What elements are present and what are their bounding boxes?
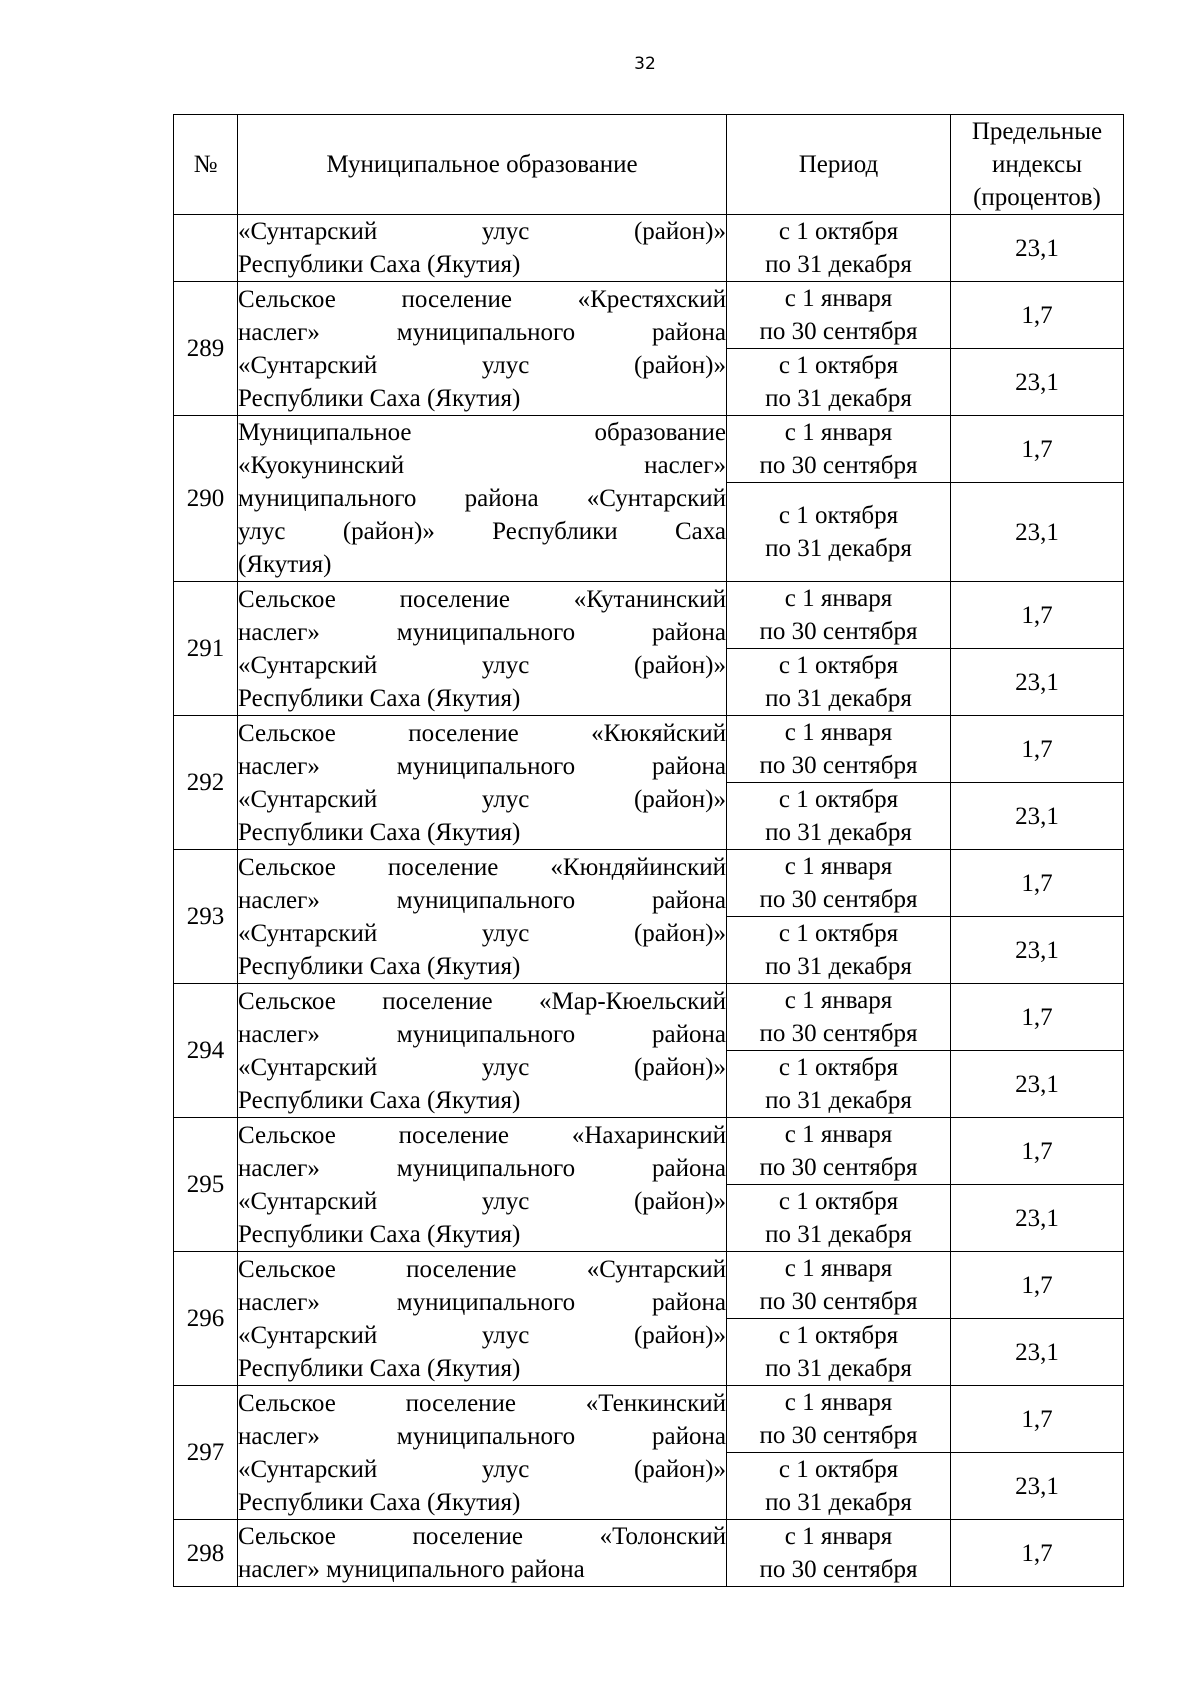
- period-to: по 30 сентября: [759, 318, 918, 345]
- municipality-name: [238, 215, 727, 282]
- period-to: по 30 сентября: [759, 886, 918, 913]
- period-to: по 30 сентября: [759, 618, 918, 645]
- municipality-name-line: Сельское поселение «Кюндяйинский: [238, 853, 726, 881]
- municipality-name-line: наслег» муниципального района: [238, 318, 726, 346]
- period-from: с 1 января: [784, 1121, 893, 1148]
- row-number: 294: [174, 984, 238, 1118]
- municipality-name-line: «Сунтарский улус (район)»: [238, 919, 726, 947]
- period-to: по 31 декабря: [765, 1489, 912, 1516]
- period-cell: [727, 1252, 951, 1319]
- period-from: с 1 января: [784, 853, 893, 880]
- index-value: 1,7: [951, 850, 1124, 917]
- table-row: [174, 582, 1124, 649]
- municipality-name-line: наслег» муниципального района: [238, 886, 726, 914]
- municipality-name-line: «Сунтарский улус (район)»: [238, 1187, 726, 1215]
- period-from: с 1 октября: [778, 786, 899, 813]
- header-period: Период: [727, 115, 951, 215]
- period-cell: [727, 649, 951, 716]
- period-cell: [727, 1520, 951, 1587]
- municipality-name-line: улус (район)» Республики Саха: [238, 518, 726, 545]
- period-from: с 1 января: [784, 987, 893, 1014]
- municipality-name-line: «Куокунинский наслег»: [238, 452, 726, 479]
- index-value: 1,7: [951, 1520, 1124, 1587]
- table-row: [174, 716, 1124, 783]
- period-from: с 1 января: [784, 719, 893, 746]
- municipality-name-line: Сельское поселение «Толонский: [238, 1523, 726, 1550]
- municipality-name-line: наслег» муниципального района: [238, 752, 726, 780]
- period-cell: [727, 850, 951, 917]
- index-value: 1,7: [951, 1386, 1124, 1453]
- row-number: 289: [174, 282, 238, 416]
- index-value: 1,7: [951, 984, 1124, 1051]
- municipality-name-line: «Сунтарский улус (район)»: [238, 351, 726, 379]
- row-number: 291: [174, 582, 238, 716]
- period-cell: [727, 716, 951, 783]
- period-to: по 31 декабря: [765, 953, 912, 980]
- table-row: [174, 215, 1124, 282]
- table-row: [174, 1118, 1124, 1185]
- municipality-name-line: Сельское поселение «Сунтарский: [238, 1255, 726, 1283]
- municipality-name-line: муниципального района «Сунтарский: [238, 485, 726, 512]
- period-from: с 1 октября: [778, 352, 899, 379]
- municipality-name-line: Республики Саха (Якутия): [238, 1220, 521, 1248]
- municipality-name-line: Сельское поселение «Кутанинский: [238, 585, 726, 613]
- period-cell: [727, 1453, 951, 1520]
- row-number: 292: [174, 716, 238, 850]
- municipality-name-line: наслег» муниципального района: [238, 1154, 726, 1182]
- index-value: 23,1: [951, 783, 1124, 850]
- period-to: по 31 декабря: [765, 685, 912, 712]
- municipality-name-line: Муниципальное образование: [238, 419, 726, 446]
- table-row: [174, 1386, 1124, 1453]
- municipality-name: [238, 416, 727, 582]
- municipality-name-line: Республики Саха (Якутия): [238, 1354, 521, 1382]
- municipality-name: [238, 582, 727, 716]
- period-cell: [727, 783, 951, 850]
- municipality-name-line: наслег» муниципального района: [238, 1020, 726, 1048]
- period-to: по 31 декабря: [765, 385, 912, 412]
- period-to: по 31 декабря: [765, 535, 912, 562]
- row-number: 290: [174, 416, 238, 582]
- period-to: по 30 сентября: [759, 752, 918, 779]
- period-to: по 31 декабря: [765, 1087, 912, 1114]
- index-value: 23,1: [951, 1185, 1124, 1252]
- period-cell: [727, 349, 951, 416]
- municipality-name-line: Республики Саха (Якутия): [238, 1488, 521, 1516]
- municipality-name-line: Республики Саха (Якутия): [238, 384, 521, 412]
- municipality-name-line: «Сунтарский улус (район)»: [238, 218, 726, 245]
- table-row: [174, 416, 1124, 483]
- period-cell: [727, 1185, 951, 1252]
- municipality-name-line: «Сунтарский улус (район)»: [238, 785, 726, 813]
- period-cell: [727, 1386, 951, 1453]
- page-number: 32: [634, 54, 656, 74]
- index-value: 1,7: [951, 1252, 1124, 1319]
- index-value: 23,1: [951, 1051, 1124, 1118]
- header-municipality: Муниципальное образование: [238, 115, 727, 215]
- municipality-name-line: Сельское поселение «Кюкяйский: [238, 719, 726, 747]
- period-from: с 1 января: [784, 1523, 893, 1550]
- municipality-name-line: Сельское поселение «Нахаринский: [238, 1121, 726, 1149]
- row-number: 298: [174, 1520, 238, 1587]
- period-to: по 31 декабря: [765, 251, 912, 278]
- period-cell: [727, 483, 951, 582]
- municipality-name: [238, 716, 727, 850]
- municipality-name-line: (Якутия): [238, 551, 332, 578]
- period-to: по 30 сентября: [759, 1556, 918, 1583]
- period-from: с 1 октября: [778, 502, 899, 529]
- index-value: 1,7: [951, 282, 1124, 349]
- row-number: 296: [174, 1252, 238, 1386]
- table-row: [174, 1252, 1124, 1319]
- period-cell: [727, 984, 951, 1051]
- municipality-name-line: Республики Саха (Якутия): [238, 251, 521, 278]
- period-cell: [727, 282, 951, 349]
- municipality-name: [238, 850, 727, 984]
- row-number: 293: [174, 850, 238, 984]
- period-cell: [727, 416, 951, 483]
- period-from: с 1 октября: [778, 1456, 899, 1483]
- municipality-name-line: наслег» муниципального района: [238, 1556, 585, 1583]
- index-value: 23,1: [951, 1453, 1124, 1520]
- table-row: [174, 850, 1124, 917]
- period-from: с 1 октября: [778, 1054, 899, 1081]
- period-from: с 1 января: [784, 285, 893, 312]
- index-value: 23,1: [951, 917, 1124, 984]
- municipality-name-line: Сельское поселение «Тенкинский: [238, 1389, 726, 1417]
- index-value: 23,1: [951, 649, 1124, 716]
- period-to: по 30 сентября: [759, 452, 918, 479]
- period-to: по 31 декабря: [765, 819, 912, 846]
- municipality-name-line: Республики Саха (Якутия): [238, 952, 521, 980]
- header-index: Предельные индексы (процентов): [951, 115, 1124, 215]
- period-cell: [727, 1319, 951, 1386]
- municipality-name-line: «Сунтарский улус (район)»: [238, 1053, 726, 1081]
- index-value: 1,7: [951, 582, 1124, 649]
- period-to: по 30 сентября: [759, 1422, 918, 1449]
- municipality-name-line: наслег» муниципального района: [238, 1288, 726, 1316]
- municipality-name-line: Республики Саха (Якутия): [238, 684, 521, 712]
- period-to: по 31 декабря: [765, 1355, 912, 1382]
- header-number: №: [174, 115, 238, 215]
- period-from: с 1 января: [784, 585, 893, 612]
- municipality-name-line: Республики Саха (Якутия): [238, 1086, 521, 1114]
- table-body: [174, 215, 1124, 1587]
- municipality-name-line: Республики Саха (Якутия): [238, 818, 521, 846]
- period-from: с 1 января: [784, 1389, 893, 1416]
- table-row: [174, 984, 1124, 1051]
- municipality-name: [238, 1520, 727, 1587]
- municipality-name-line: «Сунтарский улус (район)»: [238, 651, 726, 679]
- municipality-name: [238, 1118, 727, 1252]
- municipality-name: [238, 984, 727, 1118]
- index-value: 1,7: [951, 1118, 1124, 1185]
- period-cell: [727, 917, 951, 984]
- period-to: по 30 сентября: [759, 1020, 918, 1047]
- period-from: с 1 октября: [778, 1322, 899, 1349]
- period-from: с 1 октября: [778, 1188, 899, 1215]
- period-to: по 30 сентября: [759, 1154, 918, 1181]
- period-cell: [727, 582, 951, 649]
- period-cell: [727, 1118, 951, 1185]
- period-to: по 30 сентября: [759, 1288, 918, 1315]
- municipality-name-line: Сельское поселение «Крестяхский: [238, 285, 726, 313]
- municipality-name-line: «Сунтарский улус (район)»: [238, 1321, 726, 1349]
- municipality-name: [238, 1252, 727, 1386]
- row-number: 295: [174, 1118, 238, 1252]
- municipality-name: [238, 1386, 727, 1520]
- index-value: 23,1: [951, 1319, 1124, 1386]
- row-number: 297: [174, 1386, 238, 1520]
- period-from: с 1 октября: [778, 652, 899, 679]
- period-from: с 1 января: [784, 1255, 893, 1282]
- period-cell: [727, 215, 951, 282]
- period-to: по 31 декабря: [765, 1221, 912, 1248]
- municipality-name-line: Сельское поселение «Мар-Кюельский: [238, 987, 726, 1015]
- row-number: [174, 215, 238, 282]
- period-from: с 1 октября: [778, 218, 899, 245]
- table-row: [174, 1520, 1124, 1587]
- municipality-name-line: наслег» муниципального района: [238, 618, 726, 646]
- municipality-name-line: «Сунтарский улус (район)»: [238, 1455, 726, 1483]
- index-value: 23,1: [951, 483, 1124, 582]
- period-cell: [727, 1051, 951, 1118]
- index-value: 1,7: [951, 416, 1124, 483]
- index-value: 23,1: [951, 215, 1124, 282]
- municipality-name: [238, 282, 727, 416]
- period-from: с 1 октября: [778, 920, 899, 947]
- table-header-row: [174, 115, 1124, 215]
- index-table: [173, 114, 1124, 1587]
- table-row: [174, 282, 1124, 349]
- index-value: 23,1: [951, 349, 1124, 416]
- period-from: с 1 января: [784, 419, 893, 446]
- index-value: 1,7: [951, 716, 1124, 783]
- municipality-name-line: наслег» муниципального района: [238, 1422, 726, 1450]
